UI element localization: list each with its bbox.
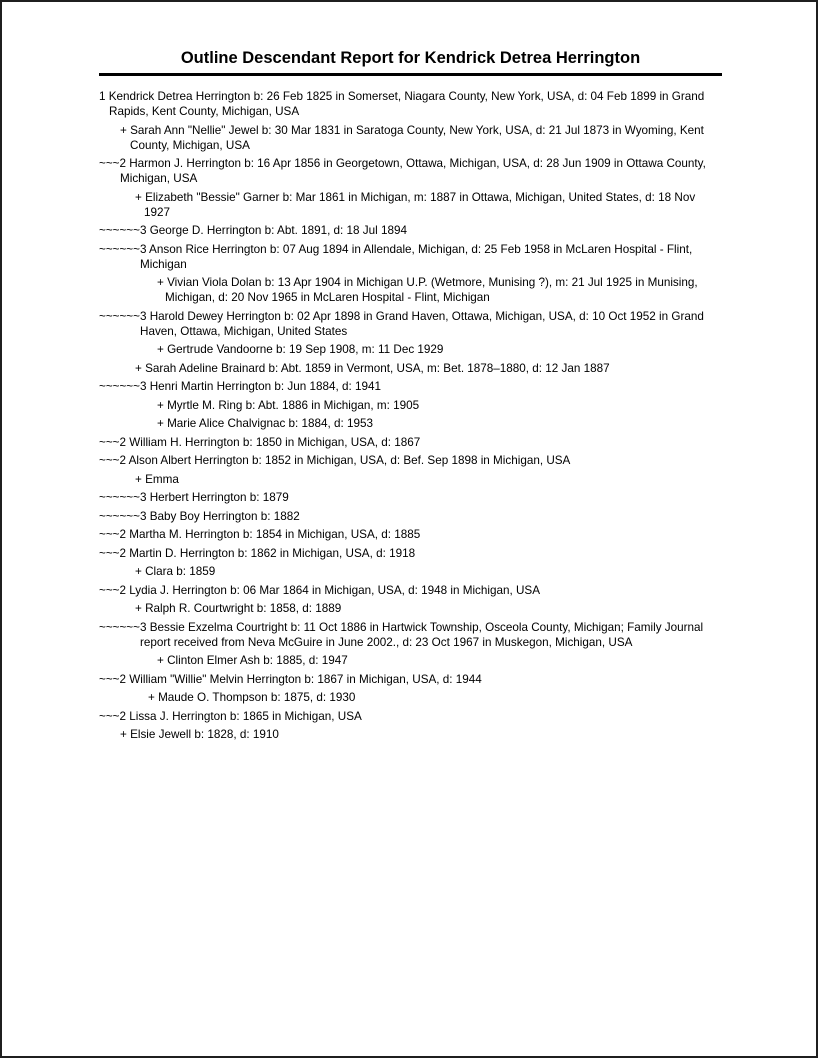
- descendant-entry: ~~~2 Harmon J. Herrington b: 16 Apr 1856 in Georgetown, Ottawa, Michigan, USA, d: 28 Jun 1909 in Ottawa County, Michigan, USA: [99, 157, 706, 185]
- spouse-entry: + Marie Alice Chalvignac b: 1884, d: 1953: [157, 417, 374, 430]
- spouse-entry: + Clinton Elmer Ash b: 1885, d: 1947: [157, 654, 348, 667]
- spouse-entry: + Sarah Adeline Brainard b: Abt. 1859 in Vermont, USA, m: Bet. 1878–1880, d: 12 Jan 1887: [135, 361, 610, 375]
- descendant-entry: ~~~~~~3 Herbert Herrington b: 1879: [99, 491, 289, 504]
- spouse-entry: + Ralph R. Courtwright b: 1858, d: 1889: [135, 602, 342, 615]
- descendant-entry: ~~~2 Lydia J. Herrington b: 06 Mar 1864 in Michigan, USA, d: 1948 in Michigan, USA: [99, 583, 541, 597]
- descendant-entry: ~~~~~~3 Bessie Exzelma Courtright b: 11 Oct 1886 in Hartwick Township, Osceola County, Michigan; Family Journal report received from Neva McGuire in June 2002., d: 23 Oct 1967 in Muskegon, Michigan, USA: [99, 620, 704, 649]
- descendant-entry: ~~~2 William "Willie" Melvin Herrington b: 1867 in Michigan, USA, d: 1944: [99, 672, 482, 686]
- spouse-entry: + Elsie Jewell b: 1828, d: 1910: [120, 728, 279, 741]
- descendant-entry: ~~~~~~3 Baby Boy Herrington b: 1882: [99, 509, 300, 523]
- descendant-entry: ~~~~~~3 Harold Dewey Herrington b: 02 Apr 1898 in Grand Haven, Ottawa, Michigan, USA, d: 10 Oct 1952 in Grand Haven, Ottawa, Michigan, United States: [99, 309, 704, 338]
- descendant-entry: ~~~~~~3 George D. Herrington b: Abt. 1891, d: 18 Jul 1894: [99, 224, 407, 237]
- descendant-entry: ~~~2 Martha M. Herrington b: 1854 in Michigan, USA, d: 1885: [99, 528, 421, 541]
- descendant-entry: 1 Kendrick Detrea Herrington b: 26 Feb 1825 in Somerset, Niagara County, New York, USA, d: 04 Feb 1899 in Grand Rapids, Kent County, Michigan, USA: [99, 90, 705, 118]
- spouse-entry: + Myrtle M. Ring b: Abt. 1886 in Michigan, m: 1905: [157, 398, 420, 412]
- page-title: Outline Descendant Report for Kendrick Detrea Herrington: [180, 49, 641, 67]
- report-body: [99, 89, 720, 742]
- report-content: [99, 48, 722, 742]
- descendant-entry: ~~~~~~3 Anson Rice Herrington b: 07 Aug 1894 in Allendale, Michigan, d: 25 Feb 1958 in McLaren Hospital - Flint, Michigan: [99, 242, 693, 271]
- spouse-entry: + Vivian Viola Dolan b: 13 Apr 1904 in Michigan U.P. (Wetmore, Munising ?), m: 21 Jul 1925 in Munising, Michigan, d: 20 Nov 1965 in McLaren Hospital - Flint, Michigan: [157, 276, 698, 304]
- spouse-entry: + Clara b: 1859: [135, 565, 216, 578]
- spouse-entry: + Sarah Ann "Nellie" Jewel b: 30 Mar 1831 in Saratoga County, New York, USA, d: 21 Jul 1873 in Wyoming, Kent County, Michigan, USA: [120, 123, 704, 152]
- spouse-entry: + Elizabeth "Bessie" Garner b: Mar 1861 in Michigan, m: 1887 in Ottawa, Michigan, United States, d: 18 Nov 1927: [135, 190, 696, 219]
- descendant-entry: ~~~~~~3 Henri Martin Herrington b: Jun 1884, d: 1941: [99, 380, 381, 393]
- spouse-entry: + Maude O. Thompson b: 1875, d: 1930: [148, 691, 356, 704]
- descendant-entry: ~~~2 Alson Albert Herrington b: 1852 in Michigan, USA, d: Bef. Sep 1898 in Michigan, USA: [99, 454, 571, 467]
- spouse-entry: + Gertrude Vandoorne b: 19 Sep 1908, m: 11 Dec 1929: [157, 343, 444, 356]
- descendant-entry: ~~~2 William H. Herrington b: 1850 in Michigan, USA, d: 1867: [99, 435, 421, 449]
- descendant-entry: ~~~2 Lissa J. Herrington b: 1865 in Michigan, USA: [99, 709, 362, 723]
- spouse-entry: + Emma: [135, 472, 179, 486]
- title-divider: [99, 73, 722, 76]
- descendant-entry: ~~~2 Martin D. Herrington b: 1862 in Michigan, USA, d: 1918: [99, 546, 416, 560]
